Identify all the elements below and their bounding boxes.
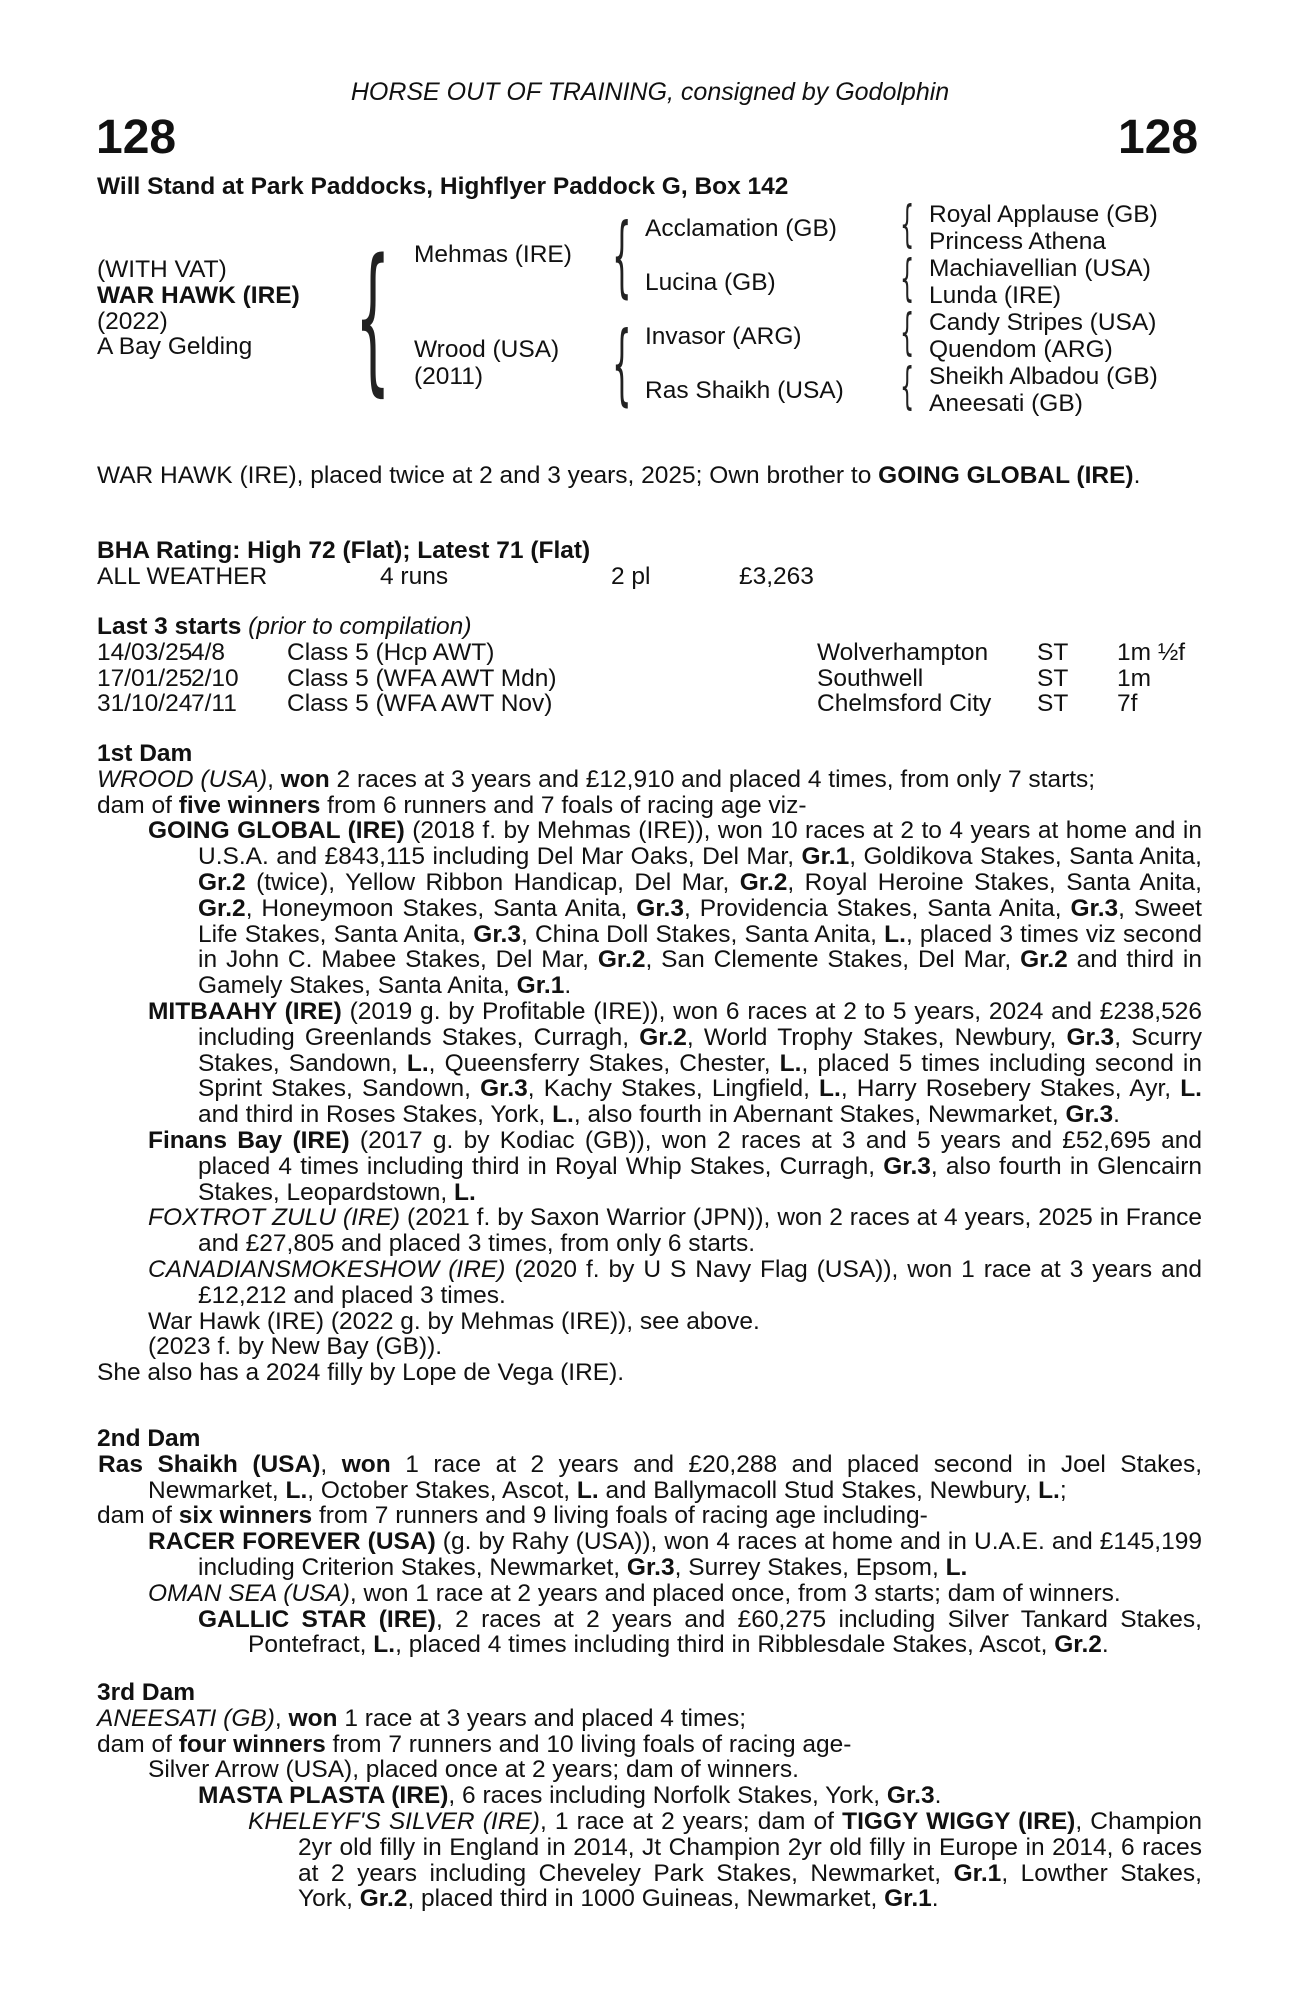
pedigree-ddd: Aneesati (GB) (929, 390, 1083, 417)
brace-sire: { (612, 204, 632, 307)
pedigree-ssd: Princess Athena (929, 228, 1107, 255)
second-dam-section (97, 1426, 1202, 1658)
last-starts-note: (prior to compilation) (248, 613, 472, 640)
third-dam-section (97, 1680, 1202, 1912)
horse-name: WAR HAWK (IRE) (97, 281, 300, 309)
pedigree-dam-year: (2011) (414, 363, 484, 390)
summary-brother: GOING GLOBAL (IRE) (878, 462, 1134, 489)
pedigree-sds: Machiavellian (USA) (929, 255, 1151, 282)
second-dam-record: Ras Shaikh (USA), won 1 race at 2 years and £20,288 and placed second in Joel Stakes, Newmarket, L., October Stakes, Ascot, L. and Ballymacoll Stud Stakes, Newbury, L.; (98, 1450, 1203, 1504)
start-pos: 7/11 (191, 690, 237, 718)
start-course: Southwell (817, 664, 924, 692)
produce-going-global: GOING GLOBAL (IRE) (2018 f. by Mehmas (IRE)), won 10 races at 2 to 4 years at home and in U.S.A. and £843,115 including Del Mar Oaks, Del Mar, Gr.1, Goldikova Stakes, Santa Anita, Gr.2 (twice), Yellow Ribbon Handicap, Del Mar, Gr.2, Royal Heroine Stakes, Santa Anita, Gr.2, Honeymoon Stakes, Santa Anita, Gr.3, Providencia Stakes, Santa Anita, Gr.3, Sweet Life Stakes, Santa Anita, Gr.3, China Doll Stakes, Santa Anita, L., placed 3 times viz second in John C. Mabee Stakes, Del Mar, Gr.2, San Clemente Stakes, Del Mar, Gr.2 and third in Gamely Stakes, Santa Anita, Gr.1. (148, 817, 1202, 1000)
brace-ss: { (900, 195, 915, 253)
start-race: Class 5 (WFA AWT Nov) (287, 690, 553, 718)
produce-kheleyfs-silver: KHELEYF'S SILVER (IRE), 1 race at 2 years; dam of TIGGY WIGGY (IRE), Champion 2yr old filly in England in 2014, Jt Champion 2yr old filly in Europe in 2014, 6 races at 2 years including Cheveley Park Stakes, Newmarket, Gr.1, Lowther Stakes, York, Gr.2, placed third in 1000 Guineas, Newmarket, Gr.1. (248, 1807, 1202, 1913)
pedigree-dds: Sheikh Albadou (GB) (929, 363, 1158, 390)
pedigree-dam: Wrood (USA) (414, 336, 560, 363)
rating-runs: 4 runs (380, 562, 449, 590)
start-pos: 2/10 (191, 664, 239, 692)
lot-number-left: 128 (96, 111, 177, 164)
produce-oman-sea: OMAN SEA (USA), won 1 race at 2 years and placed once, from 3 starts; dam of winners. (148, 1579, 1121, 1607)
brace-dam: { (612, 312, 632, 415)
start-pos: 4/8 (191, 638, 226, 666)
start-date: 17/01/25 (97, 664, 193, 692)
start-race: Class 5 (WFA AWT Mdn) (287, 664, 557, 692)
produce-foxtrot-zulu: FOXTROT ZULU (IRE) (2021 f. by Saxon Warrior (JPN)), won 2 races at 4 years, 2025 in France and £27,805 and placed 3 times, from only 6 starts. (148, 1204, 1202, 1258)
first-dam-section: 1st Dam WROOD (USA), won 2 races at 3 years and £12,910 and placed 4 times, from only 7 starts; dam of five winners from 6 runners and 7 foals of racing age viz- GOING GLOBAL (IRE) (2018 f. by Mehmas (IRE)), won 10 races at 2 to 4 years at home and in U.S.A. and £843,115 including Del Mar Oaks, Del Mar, Gr.1, Goldikova Stakes, Santa Anita, Gr.2 (twice), Yellow Ribbon Handicap, Del Mar, Gr.2, Royal Heroine Stakes, Santa Anita, Gr.2, Honeymoon Stakes, Santa Anita, Gr.3, Providencia Stakes, Santa Anita, Gr.3, Sweet Life Stakes, Santa Anita, Gr.3, China Doll Stakes, Santa Anita, L., placed 3 times viz second in John C. Mabee Stakes, Del Mar, Gr.2, San Clemente Stakes, Del Mar, Gr.2 and third in Gamely Stakes, Santa Anita, Gr.1. MITBAAHY (IRE) (2019 g. by Profitable (IRE)), won 6 races at 2 to 5 years, 2024 and £238,526 including Greenlands Stakes, Curragh, Gr.2, World Trophy Stakes, Newbury, Gr.3, Scurry Stakes, Sandown, L., Queensferry Stakes, Chester, L., placed 5 times including second in Sprint Stakes, Sandown, Gr.3, Kachy Stakes, Lingfield, L., Harry Rosebery Stakes, Ayr, L. and third in Roses Stakes, York, L., also fourth in Abernant Stakes, Newmarket, Gr.3. Finans Bay (IRE) (2017 g. by Kodiac (GB)), won 2 races at 3 and 5 years and £52,695 and placed 4 times including third in Royal Whip Stakes, Curragh, Gr.3, also fourth in Glencairn Stakes, Leopardstown, L. FOXTROT ZULU (IRE) (2021 f. by Saxon Warrior (JPN)), won 2 races at 4 years, 2025 in France and £27,805 and placed 3 times, from only 6 starts. CANADIANSMOKESHOW (IRE) (2020 f. by U S Navy Flag (USA)), won 1 race at 3 years and £12,212 and placed 3 times. War Hawk (IRE) (2022 g. by Mehmas (IRE)), see above. (2023 f. by New Bay (GB)). She also has a 2024 filly by Lope de Vega (IRE). (97, 740, 1202, 1387)
produce-2023: (2023 f. by New Bay (GB)). (148, 1333, 443, 1361)
start-going: ST (1037, 690, 1069, 718)
first-dam-record: 2 races at 3 years and £12,910 and placed 4 times, from only 7 starts; (329, 765, 1096, 793)
produce-masta-plasta: MASTA PLASTA (IRE), 6 races including Norfolk Stakes, York, Gr.3. (198, 1782, 942, 1810)
start-dist: 7f (1117, 690, 1138, 718)
brace-dd: { (900, 357, 915, 415)
pedigree-ss: Acclamation (GB) (645, 215, 837, 242)
second-dam-title: 2nd Dam (97, 1425, 201, 1452)
start-going: ST (1037, 638, 1069, 666)
first-dam-winners: five winners (178, 791, 321, 819)
second-dam-produce: dam of six winners from 7 runners and 9 living foals of racing age including- (97, 1502, 928, 1530)
rating-placed: 2 pl (611, 562, 651, 590)
produce-racer-forever: RACER FOREVER (USA) (g. by Rahy (USA)), won 4 races at home and in U.A.E. and £145,199 including Criterion Stakes, Newmarket, Gr.3, Surrey Stakes, Epsom, L. (148, 1528, 1202, 1581)
start-date: 14/03/25 (97, 638, 193, 666)
start-course: Chelmsford City (817, 690, 992, 718)
horse-summary (97, 463, 1202, 489)
bha-rating (97, 538, 1202, 590)
last-starts-title: Last 3 starts (97, 613, 242, 640)
first-dam-name: WROOD (USA) (97, 765, 268, 793)
pedigree-dd: Ras Shaikh (USA) (645, 377, 844, 404)
catalogue-subtitle: HORSE OUT OF TRAINING, consigned by Godolphin (350, 78, 950, 106)
start-going: ST (1037, 664, 1069, 692)
first-dam-produce-a: dam of (97, 791, 179, 819)
start-dist: 1m ½f (1117, 638, 1186, 666)
produce-mitbaahy: MITBAAHY (IRE) (2019 g. by Profitable (IRE)), won 6 races at 2 to 5 years, 2024 and £238,526 including Greenlands Stakes, Curragh, Gr.2, World Trophy Stakes, Newbury, Gr.3, Scurry Stakes, Sandown, L., Queensferry Stakes, Chester, L., placed 5 times including second in Sprint Stakes, Sandown, Gr.3, Kachy Stakes, Lingfield, L., Harry Rosebery Stakes, Ayr, L. and third in Roses Stakes, York, L., also fourth in Abernant Stakes, Newmarket, Gr.3. (148, 997, 1202, 1129)
start-row (97, 640, 1202, 666)
start-dist: 1m (1117, 664, 1152, 692)
rating-title: BHA Rating: High 72 (Flat); Latest 71 (Flat) (97, 537, 591, 564)
start-course: Wolverhampton (817, 638, 989, 666)
stand-location: Will Stand at Park Paddocks, Highflyer Paddock G, Box 142 (97, 173, 789, 200)
horse-year: (2022) (97, 307, 168, 335)
brace-sd: { (900, 249, 915, 307)
pedigree-sss: Royal Applause (GB) (929, 201, 1158, 228)
produce-silver-arrow: Silver Arrow (USA), placed once at 2 years; dam of winners. (148, 1756, 799, 1784)
rating-surface: ALL WEATHER (97, 562, 268, 590)
start-row (97, 691, 1202, 717)
produce-canadiansmokeshow: CANADIANSMOKESHOW (IRE) (2020 f. by U S Navy Flag (USA)), won 1 race at 3 years and £12,212 and placed 3 times. (148, 1255, 1202, 1309)
summary-text: WAR HAWK (IRE), placed twice at 2 and 3 years, 2025; Own brother to (97, 462, 879, 489)
start-date: 31/10/24 (97, 690, 193, 718)
pedigree-sd: Lucina (GB) (645, 269, 776, 296)
pedigree-sire: Mehmas (IRE) (414, 241, 572, 268)
third-dam-title: 3rd Dam (97, 1679, 196, 1706)
first-dam-won: won (280, 765, 330, 793)
summary-end: . (1133, 462, 1141, 489)
brace-main: { (355, 224, 391, 411)
pedigree-dss: Candy Stripes (USA) (929, 309, 1157, 336)
rating-prize: £3,263 (739, 562, 814, 590)
first-dam-title: 1st Dam (97, 740, 193, 767)
start-row (97, 666, 1202, 692)
produce-finans-bay: Finans Bay (IRE) (2017 g. by Kodiac (GB)), won 2 races at 3 and 5 years and £52,695 and placed 4 times including third in Royal Whip Stakes, Curragh, Gr.3, also fourth in Glencairn Stakes, Leopardstown, L. (148, 1126, 1202, 1206)
lot-number-right: 128 (1118, 111, 1199, 164)
start-race: Class 5 (Hcp AWT) (287, 638, 495, 666)
produce-gallic-star: GALLIC STAR (IRE), 2 races at 2 years and £60,275 including Silver Tankard Stakes, Pontefract, L., placed 4 times including third in Ribblesdale Stakes, Ascot, Gr.2. (198, 1605, 1202, 1659)
first-dam-produce-c: from 6 runners and 7 foals of racing age viz- (320, 791, 807, 819)
vat-note: (WITH VAT) (97, 256, 227, 283)
first-dam-closing: She also has a 2024 filly by Lope de Vega (IRE). (97, 1359, 625, 1387)
pedigree-sdd: Lunda (IRE) (929, 282, 1062, 309)
horse-description: A Bay Gelding (97, 333, 253, 361)
third-dam-record: ANEESATI (GB), won 1 race at 3 years and placed 4 times; (97, 1704, 747, 1732)
third-dam-produce: dam of four winners from 7 runners and 10 living foals of racing age- (97, 1730, 852, 1758)
pedigree-ds: Invasor (ARG) (645, 323, 802, 350)
pedigree-dsd: Quendom (ARG) (929, 336, 1113, 363)
last-starts (97, 614, 1202, 717)
produce-war-hawk: War Hawk (IRE) (2022 g. by Mehmas (IRE)), see above. (148, 1307, 760, 1335)
horse-info (97, 257, 300, 360)
brace-ds: { (900, 303, 915, 361)
